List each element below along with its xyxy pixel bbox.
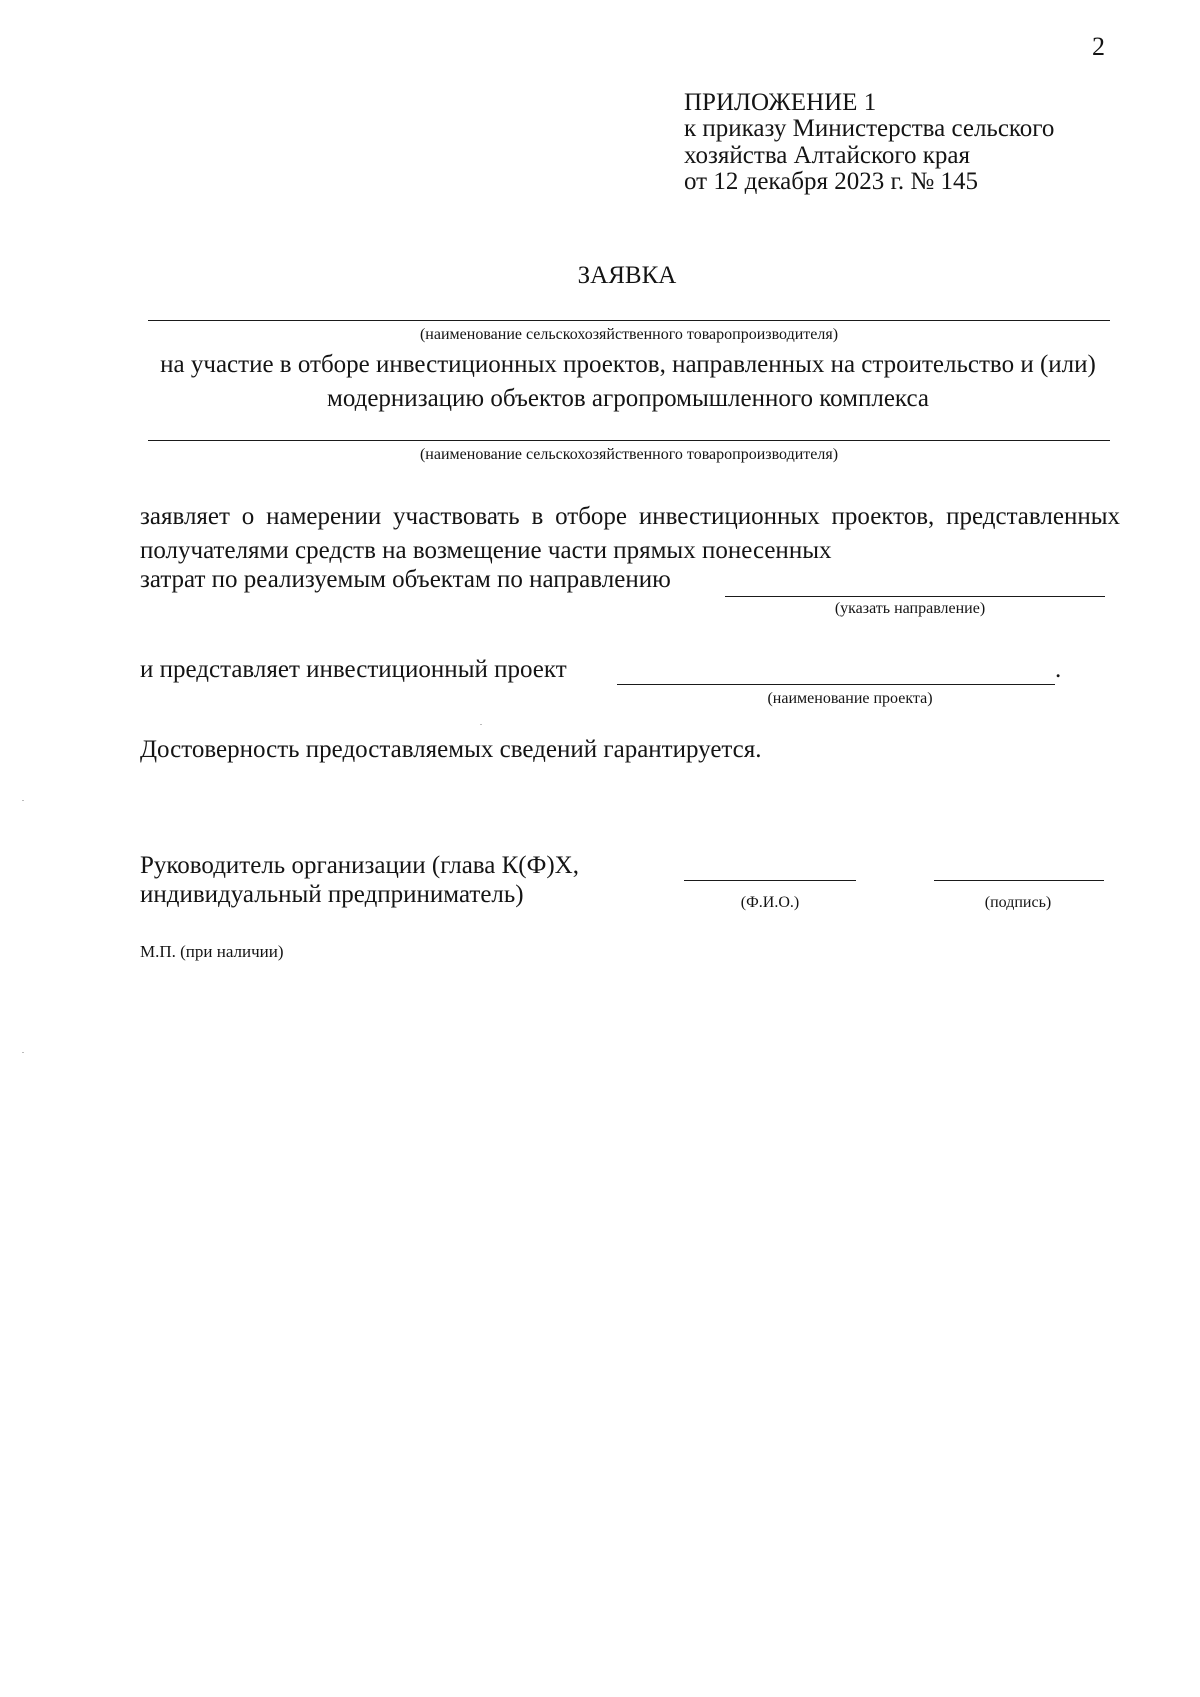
direction-caption: (указать направление) — [834, 600, 986, 617]
producer-name-line-2 — [148, 440, 1110, 441]
signer-title — [140, 852, 579, 910]
fio-line — [684, 880, 856, 881]
producer-name-caption-2: (наименование сельскохозяйственного товаропроизводителя) — [419, 446, 839, 463]
signature-caption: (подпись) — [984, 894, 1052, 911]
project-line-end: . — [1055, 656, 1062, 683]
intro-paragraph: на участие в отборе инвестиционных проектов, направленных на строительство и (или) модернизацию объектов агропромышленного комплекса — [160, 351, 1096, 412]
fio-caption: (Ф.И.О.) — [740, 894, 800, 911]
appendix-order-line: к приказу Министерства сельского — [684, 115, 1055, 143]
appendix-header — [684, 90, 1054, 195]
appendix-date-line: от 12 декабря 2023 г. № 145 — [684, 167, 979, 195]
appendix-ministry-line: хозяйства Алтайского края — [684, 141, 970, 169]
scan-speck — [22, 1052, 24, 1053]
producer-name-line-1 — [148, 320, 1110, 321]
direction-line — [725, 596, 1105, 597]
scan-speck — [22, 800, 24, 801]
declaration-paragraph: заявляет о намерении участвовать в отборе инвестиционных проектов, представленных получателями средств на возмещение части прямых понесенных — [140, 503, 1120, 564]
producer-name-caption-1: (наименование сельскохозяйственного товаропроизводителя) — [419, 326, 839, 343]
project-name-line — [617, 684, 1055, 685]
signer-title-line-1: Руководитель организации (глава К(Ф)Х, — [140, 852, 579, 879]
document-title: ЗАЯВКА — [577, 262, 677, 289]
project-caption: (наименование проекта) — [767, 690, 933, 707]
signer-title-line-2: индивидуальный предприниматель) — [140, 880, 524, 908]
declaration-last-line: затрат по реализуемым объектам по направлению — [140, 566, 671, 593]
project-line-text: и представляет инвестиционный проект — [140, 656, 567, 683]
appendix-label: ПРИЛОЖЕНИЕ 1 — [684, 89, 877, 116]
scan-speck — [480, 724, 482, 725]
guarantee-statement: Достоверность предоставляемых сведений гарантируется. — [140, 736, 762, 763]
signature-line — [934, 880, 1104, 881]
page-number: 2 — [1092, 32, 1105, 61]
stamp-note: М.П. (при наличии) — [140, 942, 284, 961]
